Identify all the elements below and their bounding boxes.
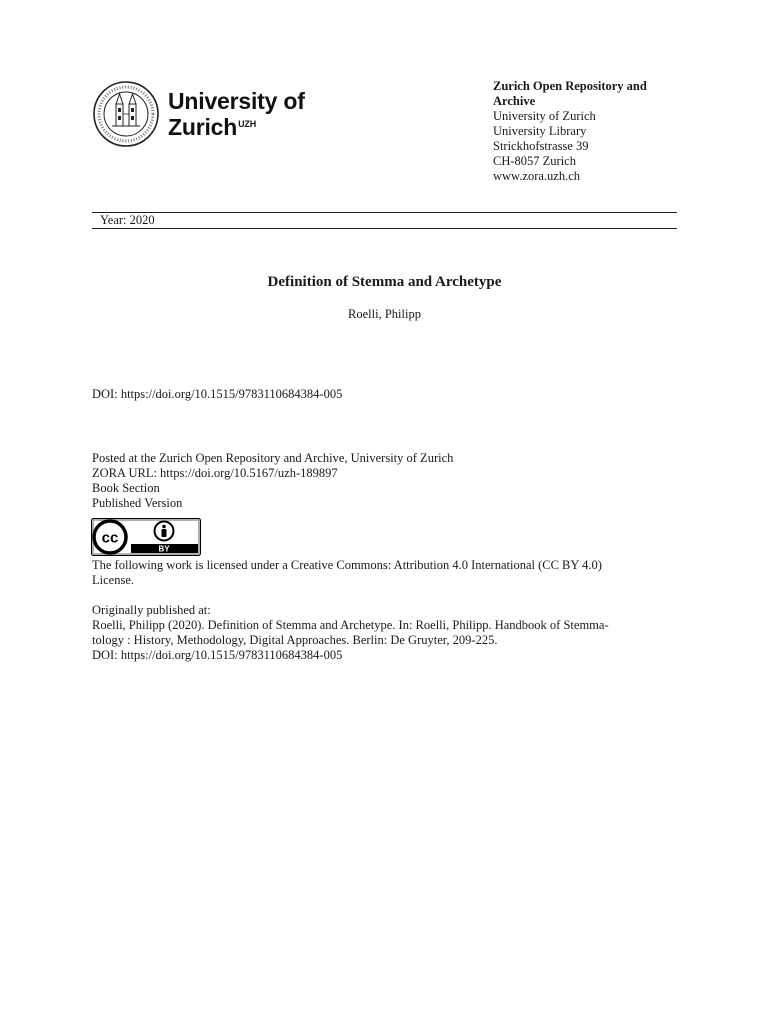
original-doi-link[interactable]: DOI: https://doi.org/10.1515/9783110684384-005 <box>92 648 343 662</box>
publication-year: Year: 2020 <box>100 213 155 227</box>
posting-info <box>92 451 692 511</box>
zora-url-link[interactable]: ZORA URL: https://doi.org/10.5167/uzh-189897 <box>92 466 338 480</box>
by-badge-text: BY <box>158 544 170 554</box>
university-wordmark <box>168 88 305 140</box>
repository-name-line1: Zurich Open Repository and <box>493 79 647 93</box>
address-line: CH-8057 Zurich <box>493 154 576 168</box>
document-author: Roelli, Philipp <box>348 307 421 321</box>
license-statement <box>92 558 680 588</box>
license-line: The following work is licensed under a Creative Commons: Attribution 4.0 International (CC BY 4.0) <box>92 558 602 572</box>
university-seal-icon <box>92 80 160 148</box>
address-line: Strickhofstrasse 39 <box>493 139 589 153</box>
version-type: Published Version <box>92 496 183 510</box>
divider-bottom <box>92 228 677 229</box>
original-publication-heading: Originally published at: <box>92 603 211 617</box>
wordmark-line1: University of <box>168 88 305 114</box>
doi-link[interactable]: DOI: https://doi.org/10.1515/9783110684384-005 <box>92 387 343 401</box>
posted-at-text: Posted at the Zurich Open Repository and Archive, University of Zurich <box>92 451 454 465</box>
cc-badge-text: cc <box>101 529 119 547</box>
citation-line: tology : History, Methodology, Digital Approaches. Berlin: De Gruyter, 209-225. <box>92 633 498 647</box>
citation-line: Roelli, Philipp (2020). Definition of Stemma and Archetype. In: Roelli, Philipp. Handbook of Stemma- <box>92 618 609 632</box>
wordmark-line2: Zurich$^{UZH}$ <box>168 114 256 140</box>
repository-address <box>493 79 693 184</box>
document-title: Definition of Stemma and Archetype <box>267 274 502 290</box>
address-line: University Library <box>493 124 587 138</box>
repository-name-line2: Archive <box>493 94 536 108</box>
cc-by-license-icon[interactable] <box>91 518 201 556</box>
divider-top <box>92 212 677 213</box>
repository-website-link[interactable]: www.zora.uzh.ch <box>493 169 580 183</box>
university-logo <box>92 80 322 150</box>
address-line: University of Zurich <box>493 109 596 123</box>
original-publication <box>92 603 680 663</box>
license-line: License. <box>92 573 134 587</box>
item-type: Book Section <box>92 481 160 495</box>
wordmark-superscript: UZH <box>238 119 256 129</box>
